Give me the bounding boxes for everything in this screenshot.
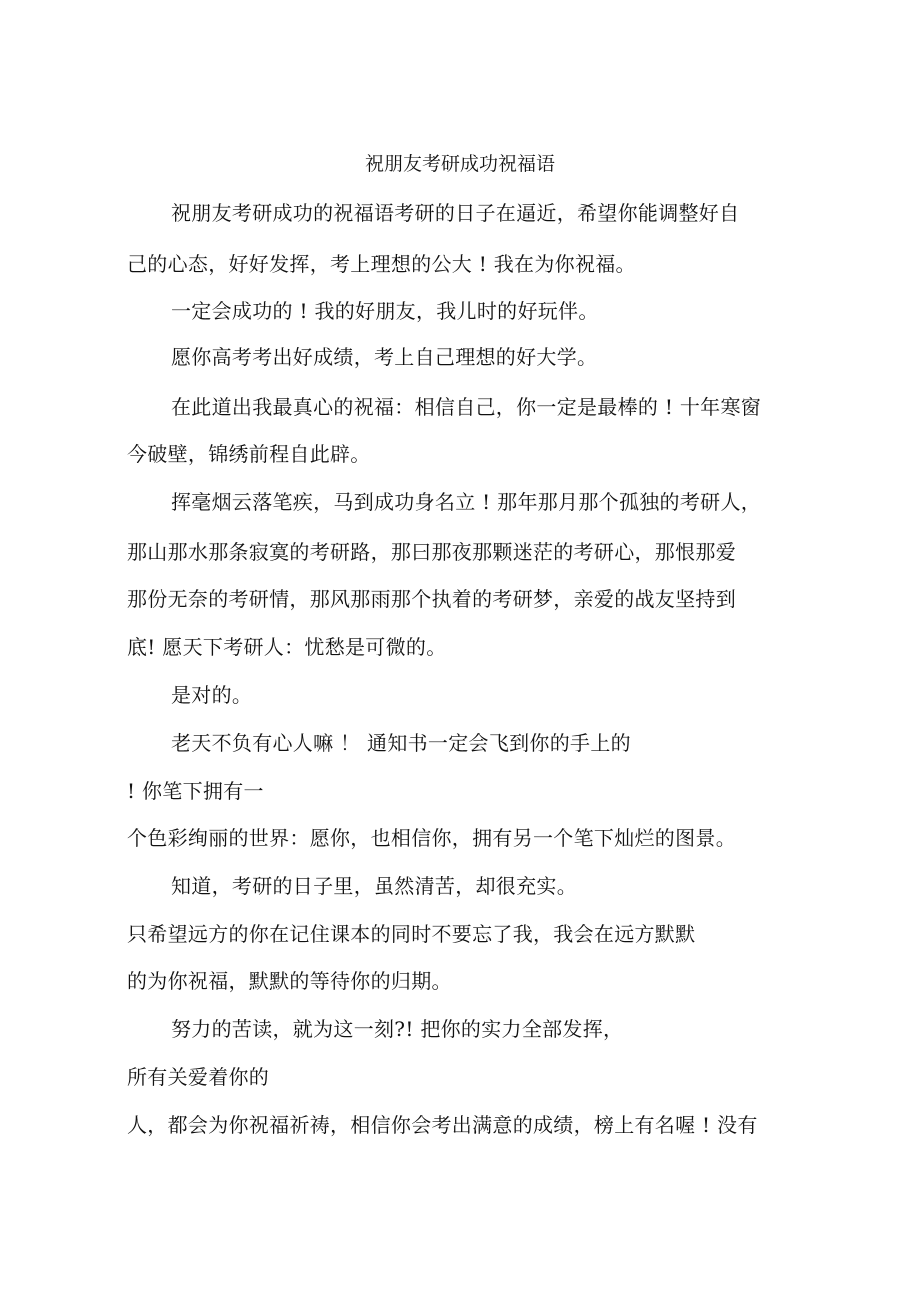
- paragraph-line: 那山那水那条寂寞的考研路，那曰那夜那颗迷茫的考研心，那恨那爱: [127, 540, 736, 564]
- paragraph-line: 祝朋友考研成功的祝福语考研的日子在逼近，希望你能调整好自: [171, 201, 740, 225]
- paragraph-line: 挥毫烟云落笔疾，马到成功身名立 ! 那年那月那个孤独的考研人，: [171, 490, 762, 514]
- paragraph-line: 在此道出我最真心的祝福：相信自己，你一定是最棒的 ! 十年寒窗: [171, 395, 762, 419]
- paragraph-line: 努力的苦读，就为这一刻?! 把你的实力全部发挥，: [171, 1017, 624, 1041]
- paragraph-line: ! 你笔下拥有一: [127, 779, 264, 803]
- paragraph-line: 己的心态，好好发挥，考上理想的公大 ! 我在为你祝福。: [127, 252, 636, 276]
- paragraph-line: 一定会成功的 ! 我的好朋友，我儿时的好玩伴。: [171, 299, 599, 323]
- paragraph-line: 是对的。: [171, 683, 253, 707]
- paragraph-line: 人，都会为你祝福祈祷，相信你会考出满意的成绩，榜上有名喔 ! 没有: [127, 1113, 758, 1137]
- paragraph-line: 知道，考研的日子里，虽然清苦，却很充实。: [171, 874, 577, 898]
- paragraph-line: 只希望远方的你在记住课本的同时不要忘了我，我会在远方默默: [127, 922, 696, 946]
- paragraph-line: 所有关爱着你的: [127, 1065, 270, 1089]
- paragraph-line: 愿你高考考出好成绩，考上自己理想的好大学。: [171, 345, 598, 369]
- paragraph-line: 今破壁，锦绣前程自此辟。: [127, 442, 371, 466]
- paragraph-line: 老天不负有心人嘛 ！ 通知书一定会飞到你的手上的: [171, 731, 631, 755]
- paragraph-line: 那份无奈的考研情，那风那雨那个执着的考研梦，亲爱的战友坚持到: [127, 587, 736, 611]
- document-title: 祝朋友考研成功祝福语: [364, 153, 555, 175]
- paragraph-line: 个色彩绚丽的世界：愿你，也相信你，拥有另一个笔下灿烂的图景。: [127, 826, 736, 850]
- paragraph-line: 底! 愿天下考研人：忧愁是可微的。: [127, 635, 447, 659]
- paragraph-line: 的为你祝福，默默的等待你的归期。: [127, 969, 452, 993]
